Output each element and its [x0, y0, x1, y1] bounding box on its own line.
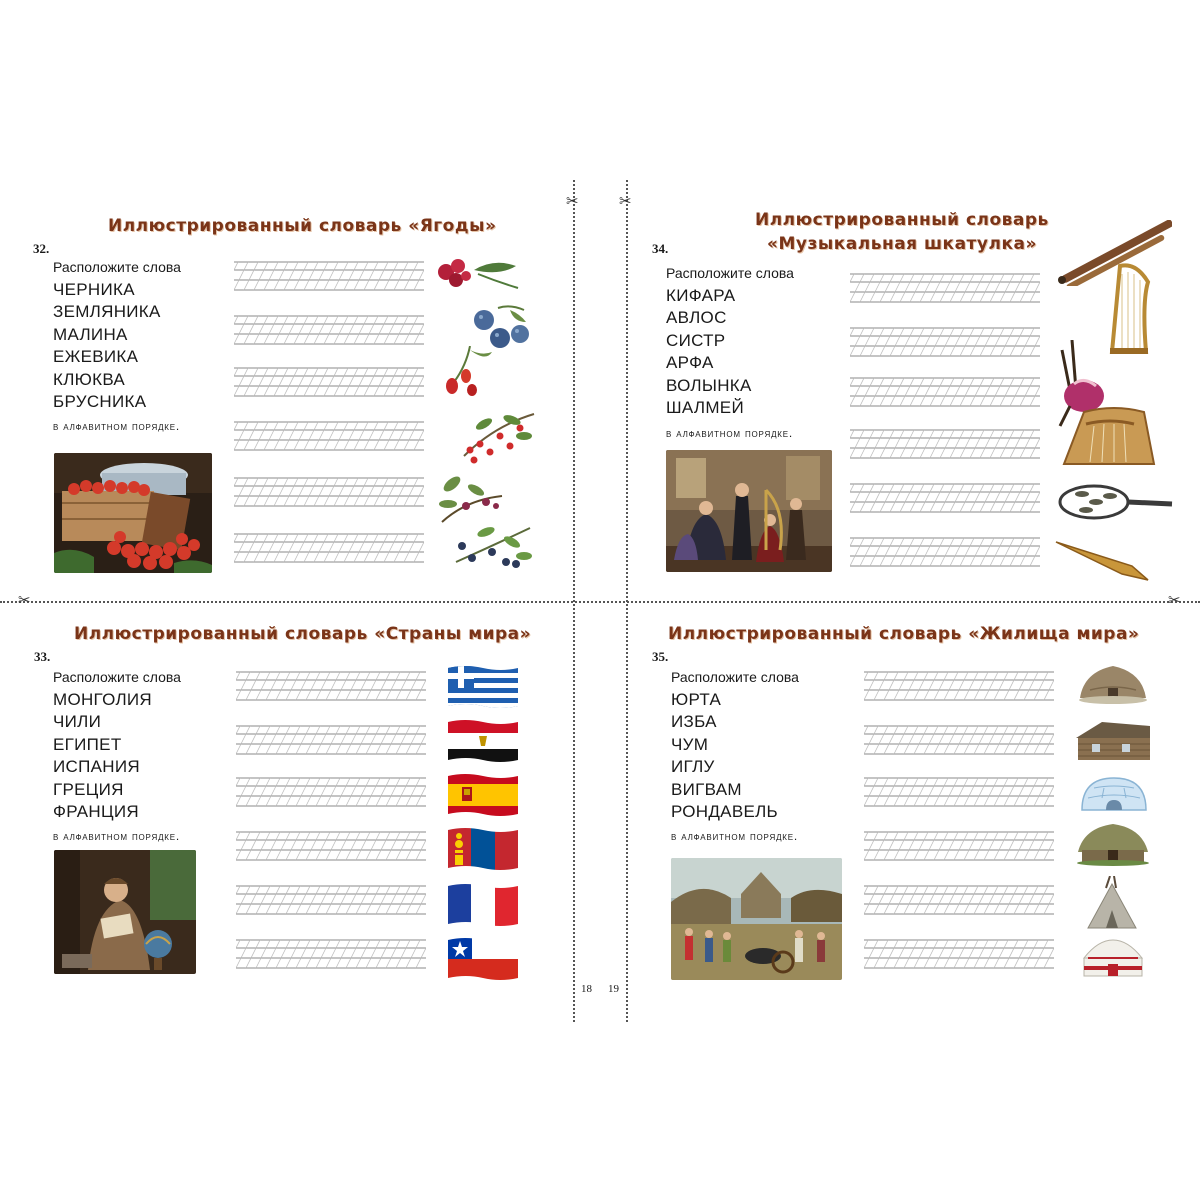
- exercise-title-line2: «Музыкальная шкатулка»: [767, 234, 1037, 254]
- exercise-number: 33.: [34, 649, 51, 664]
- instruction-text: Расположите слова: [53, 259, 181, 275]
- handwriting-lines[interactable]: [864, 724, 1054, 762]
- instruction-tail: в алфавитном порядке.: [671, 829, 799, 843]
- word-item: ИЗБА: [671, 712, 717, 731]
- handwriting-lines[interactable]: [234, 260, 424, 298]
- handwriting-lines[interactable]: [234, 532, 424, 570]
- cranberry-icon: [434, 252, 522, 294]
- word-item: ЧЕРНИКА: [53, 280, 135, 299]
- word-item: МАЛИНА: [53, 325, 128, 344]
- word-item: ЧИЛИ: [53, 712, 102, 731]
- word-item: ФРАНЦИЯ: [53, 802, 139, 821]
- france-flag-icon: [448, 882, 518, 928]
- handwriting-lines[interactable]: [850, 326, 1040, 364]
- igloo-icon: [1076, 774, 1152, 814]
- handwriting-lines[interactable]: [234, 420, 424, 458]
- exercise-title: Иллюстрированный словарь «Жилища мира»: [668, 624, 1140, 644]
- instruction-text: Расположите слова: [666, 265, 794, 281]
- rondavel-icon: [1076, 662, 1150, 706]
- red-berry-icon: [454, 406, 540, 466]
- handwriting-lines[interactable]: [850, 272, 1040, 310]
- handwriting-lines[interactable]: [236, 938, 426, 976]
- handwriting-lines[interactable]: [234, 366, 424, 404]
- blueberry-icon: [452, 522, 534, 570]
- scissors-icon: ✂: [566, 192, 579, 210]
- yurt-icon: [1078, 936, 1148, 982]
- word-item: ЗЕМЛЯНИКА: [53, 302, 161, 321]
- instruction-tail: в алфавитном порядке.: [53, 419, 181, 433]
- family-music-painting: [666, 450, 832, 572]
- instruction-tail: в алфавитном порядке.: [666, 426, 794, 440]
- handwriting-lines[interactable]: [850, 376, 1040, 414]
- handwriting-lines[interactable]: [864, 830, 1054, 868]
- handwriting-lines[interactable]: [850, 536, 1040, 574]
- word-item: АРФА: [666, 353, 714, 372]
- word-item: КЛЮКВА: [53, 370, 126, 389]
- word-item: ГРЕЦИЯ: [53, 780, 124, 799]
- raspberry-basket-painting: [54, 453, 212, 573]
- izba-icon: [1072, 718, 1154, 764]
- scissors-icon: ✂: [18, 591, 31, 609]
- word-item: АВЛОС: [666, 308, 727, 327]
- word-item: МОНГОЛИЯ: [53, 690, 152, 709]
- scissors-icon: ✂: [1168, 591, 1181, 609]
- word-item: ИГЛУ: [671, 757, 715, 776]
- instruction-text: Расположите слова: [53, 669, 181, 685]
- handwriting-lines[interactable]: [864, 670, 1054, 708]
- kithara-icon: [1054, 404, 1158, 478]
- handwriting-lines[interactable]: [236, 724, 426, 762]
- instruction-text: Расположите слова: [671, 669, 799, 685]
- instruction-tail: в алфавитном порядке.: [53, 829, 181, 843]
- handwriting-lines[interactable]: [864, 938, 1054, 976]
- handwriting-lines[interactable]: [234, 476, 424, 514]
- exercise-title: Иллюстрированный словарь «Ягоды»: [108, 216, 497, 236]
- chile-flag-icon: [448, 936, 518, 982]
- handwriting-lines[interactable]: [236, 830, 426, 868]
- exercise-number: 32.: [33, 241, 50, 256]
- word-item: СИСТР: [666, 331, 726, 350]
- word-item: ВИГВАМ: [671, 780, 742, 799]
- word-item: ЮРТА: [671, 690, 722, 709]
- wigwam-icon: [1074, 820, 1152, 866]
- chum-icon: [1084, 876, 1140, 932]
- strawberry-icon: [442, 346, 500, 396]
- handwriting-lines[interactable]: [236, 670, 426, 708]
- word-item: ИСПАНИЯ: [53, 757, 140, 776]
- spain-flag-icon: [448, 772, 518, 818]
- page-number-right: 19: [608, 983, 619, 995]
- handwriting-lines[interactable]: [234, 314, 424, 352]
- sistrum-icon: [1056, 482, 1174, 522]
- harp-icon: [1106, 262, 1152, 354]
- cut-line-horizontal: [0, 601, 1200, 603]
- page-number-left: 18: [581, 983, 592, 995]
- handwriting-lines[interactable]: [850, 428, 1040, 466]
- word-item: ШАЛМЕЙ: [666, 398, 744, 417]
- handwriting-lines[interactable]: [850, 482, 1040, 520]
- village-painting: [671, 858, 842, 980]
- word-item: БРУСНИКА: [53, 392, 147, 411]
- mongolia-flag-icon: [448, 826, 518, 872]
- exercise-title: Иллюстрированный словарь: [755, 210, 1049, 230]
- word-item: ЕЖЕВИКА: [53, 347, 139, 366]
- shawm-icon: [1052, 536, 1152, 582]
- word-item: КИФАРА: [666, 286, 736, 305]
- scissors-icon: ✂: [619, 192, 632, 210]
- exercise-number: 35.: [652, 649, 669, 664]
- word-item: ЧУМ: [671, 735, 709, 754]
- word-item: РОНДАВЕЛЬ: [671, 802, 779, 821]
- exercise-number: 34.: [652, 241, 669, 256]
- word-item: ВОЛЫНКА: [666, 376, 752, 395]
- lingonberry-icon: [436, 470, 506, 526]
- reading-boy-painting: [54, 850, 196, 974]
- word-item: ЕГИПЕТ: [53, 735, 122, 754]
- exercise-title: Иллюстрированный словарь «Страны мира»: [74, 624, 532, 644]
- handwriting-lines[interactable]: [236, 884, 426, 922]
- handwriting-lines[interactable]: [864, 776, 1054, 814]
- egypt-flag-icon: [448, 718, 518, 764]
- handwriting-lines[interactable]: [236, 776, 426, 814]
- handwriting-lines[interactable]: [864, 884, 1054, 922]
- greece-flag-icon: [448, 664, 518, 710]
